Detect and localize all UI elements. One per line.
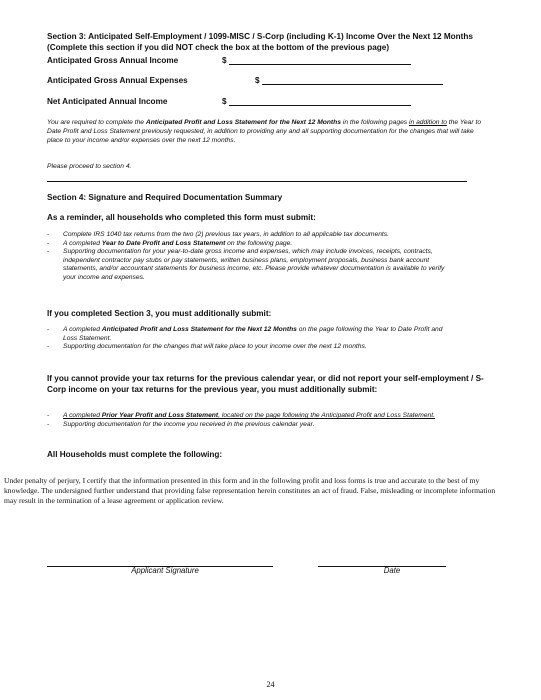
list-item: - Supporting documentation for the changes that will take place to your income over the next 12 months.	[47, 343, 457, 352]
applicant-signature-label: Applicant Signature	[131, 566, 199, 575]
reminder-heading: As a reminder, all households who completed this form must submit:	[47, 213, 316, 222]
list-item: - Complete IRS 1040 tax returns from the two (2) previous tax years, in addition to all applicable tax documents.	[47, 231, 457, 240]
section-4-title: Section 4: Signature and Required Documentation Summary	[47, 193, 283, 202]
list-item: - A completed Prior Year Profit and Loss Statement, located on the page following the Anticipated Profit and Loss Statement.	[47, 412, 457, 421]
net-income-dollar: $	[222, 97, 227, 106]
all-households-heading: All Households must complete the following:	[47, 450, 223, 459]
section-3-note: You are required to complete the Anticipated Profit and Loss Statement for the Next 12 Months in the following pages in addition to the Year to Date Profit and Loss Statement previously requested, in addition to providing any and all supporting documentation for the changes that will take place to your income and/or expenses over the next 12 months.	[47, 119, 482, 144]
gross-income-dollar: $	[222, 56, 227, 65]
gross-income-label: Anticipated Gross Annual Income	[47, 56, 179, 65]
section-3-requirements-list	[47, 326, 457, 352]
gross-income-field[interactable]	[229, 64, 411, 65]
no-tax-return-heading: If you cannot provide your tax returns for the previous calendar year, or did not report your self-employment / S-Corp income on your tax returns for the previous year, you must additionally submit:	[47, 374, 484, 394]
date-label: Date	[383, 566, 401, 575]
list-item: - Supporting documentation for the income you received in the previous calendar year.	[47, 421, 457, 430]
page-number: 24	[266, 680, 275, 689]
section-3-requirements-heading: If you completed Section 3, you must additionally submit:	[47, 309, 272, 318]
section-divider	[47, 181, 467, 182]
gross-expenses-dollar: $	[255, 76, 260, 85]
net-income-field[interactable]	[229, 105, 411, 106]
list-item: - Supporting documentation for your year-to-date gross income and expenses, which may include invoices, receipts, contracts, independent contractor pay stubs or pay statements, written business plans, employment proposals, business bank account statements, and/or accountant statements for business income, etc. Please provide whatever documentation is available to verify your income and expenses.	[47, 248, 457, 282]
reminder-list	[47, 231, 457, 282]
gross-expenses-label: Anticipated Gross Annual Expenses	[47, 76, 188, 85]
list-item: - A completed Anticipated Profit and Loss Statement for the Next 12 Months on the page following the Year to Date Profit and Loss Statement.	[47, 326, 457, 343]
no-tax-return-list	[47, 412, 457, 429]
list-item: - A completed Year to Date Profit and Loss Statement on the following page.	[47, 240, 457, 249]
section-3-title: Section 3: Anticipated Self-Employment / 1099-MISC / S-Corp (including K-1) Income Over the Next 12 Months (Complete this section if you did NOT check the box at the bottom of the previous page)	[47, 32, 473, 52]
proceed-note: Please proceed to section 4.	[47, 163, 132, 170]
gross-expenses-field[interactable]	[262, 84, 443, 85]
certification-statement: Under penalty of perjury, I certify that the information presented in this form and in the following profit and loss forms is true and accurate to the best of my knowledge. The undersigned further understand that providing false representation herein constitutes an act of fraud. False, misleading or incomplete information may result in the termination of a lease agreement or application review.	[4, 476, 496, 505]
net-income-label: Net Anticipated Annual Income	[47, 97, 168, 106]
